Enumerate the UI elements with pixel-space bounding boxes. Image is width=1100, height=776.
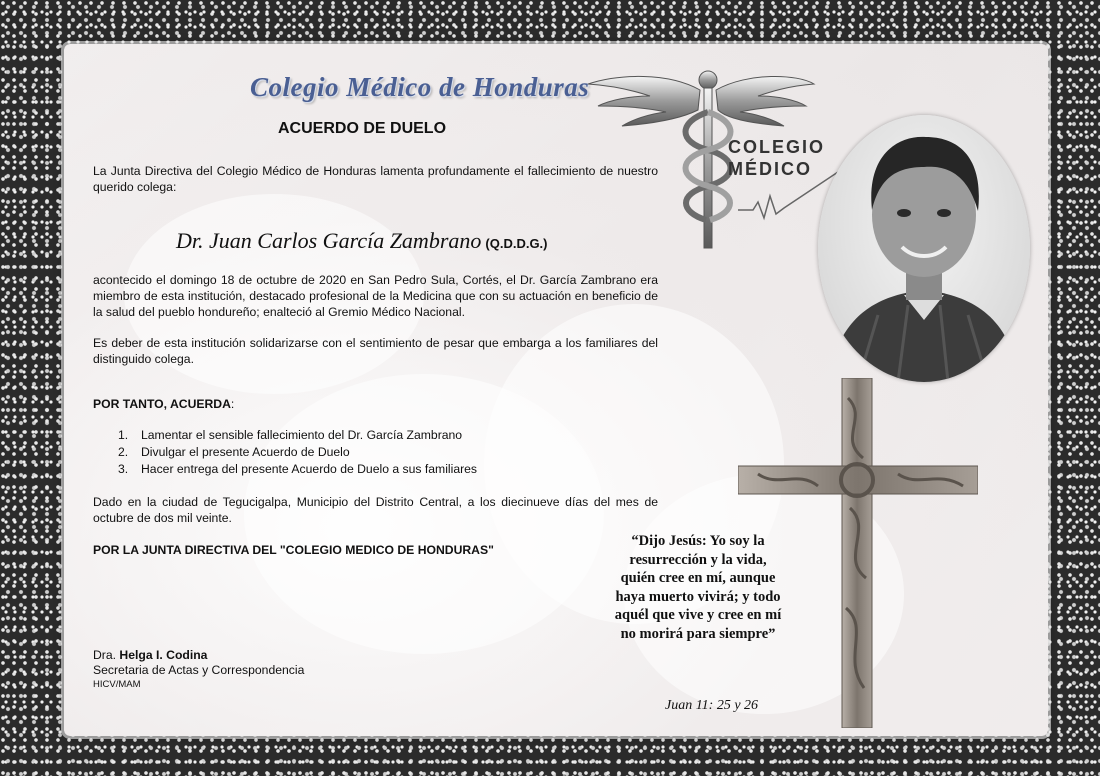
board-line: POR LA JUNTA DIRECTIVA DEL "COLEGIO MEDICO DE HONDURAS" (93, 543, 494, 557)
logo-text-line1: COLEGIO (728, 137, 826, 157)
signature-prefix: Dra. (93, 648, 120, 662)
script-title: Colegio Médico de Honduras (250, 72, 590, 102)
deceased-name: Dr. Juan Carlos García Zambrano (176, 228, 482, 253)
logo-text-line2: MÉDICO (728, 159, 812, 179)
list-item-number: 3. (118, 462, 129, 476)
list-item-text: Divulgar el presente Acuerdo de Duelo (141, 445, 350, 459)
list-item (118, 427, 477, 444)
signature-name-line (93, 648, 207, 662)
signature-role: Secretaria de Actas y Correspondencia (93, 663, 305, 677)
paragraph-2: acontecido el domingo 18 de octubre de 2020 en San Pedro Sula, Cortés, el Dr. García Zambrano era miembro de esta institución, destacado profesional de la Medicina que con su actuación en beneficio de la salud del pueblo hondureño; enalteció al Gremio Médico Nacional. (93, 273, 658, 319)
list-item-number: 1. (118, 428, 129, 442)
list-item-text: Hacer entrega del presente Acuerdo de Duelo a sus familiares (141, 462, 478, 476)
signature-initials: HICV/MAM (93, 679, 141, 690)
list-item (118, 444, 477, 461)
por-tanto-label: POR TANTO, ACUERDA (93, 397, 231, 411)
list-item-number: 2. (118, 445, 129, 459)
intro-paragraph: La Junta Directiva del Colegio Médico de Honduras lamenta profundamente el fallecimiento de nuestro querido colega: (93, 164, 658, 194)
document-title: ACUERDO DE DUELO (278, 120, 447, 137)
agreements-list (118, 427, 477, 478)
logo-text (728, 136, 825, 180)
signature-name: Helga I. Codina (119, 648, 208, 662)
deceased-name-line (176, 228, 548, 254)
bible-reference: Juan 11: 25 y 26 (665, 698, 759, 713)
list-item-text: Lamentar el sensible fallecimiento del Dr. García Zambrano (141, 428, 463, 442)
por-tanto-heading (93, 397, 234, 411)
bible-quote: “Dijo Jesús: Yo soy la resurrección y la vida, quién cree en mí, aunque haya muerto vivirá; y todo aquél que vive y cree en mí no morirá para siempre” (614, 533, 782, 642)
paragraph-3: Es deber de esta institución solidarizarse con el sentimiento de pesar que embarga a los familiares del distinguido colega. (93, 336, 658, 366)
deceased-suffix: (Q.D.D.G.) (485, 236, 548, 251)
list-item (118, 461, 477, 478)
given-at-paragraph: Dado en la ciudad de Tegucigalpa, Municipio del Distrito Central, a los diecinueve días del mes de octubre de dos mil veinte. (93, 495, 658, 525)
avatar (818, 115, 1030, 382)
por-tanto-colon: : (230, 397, 235, 411)
